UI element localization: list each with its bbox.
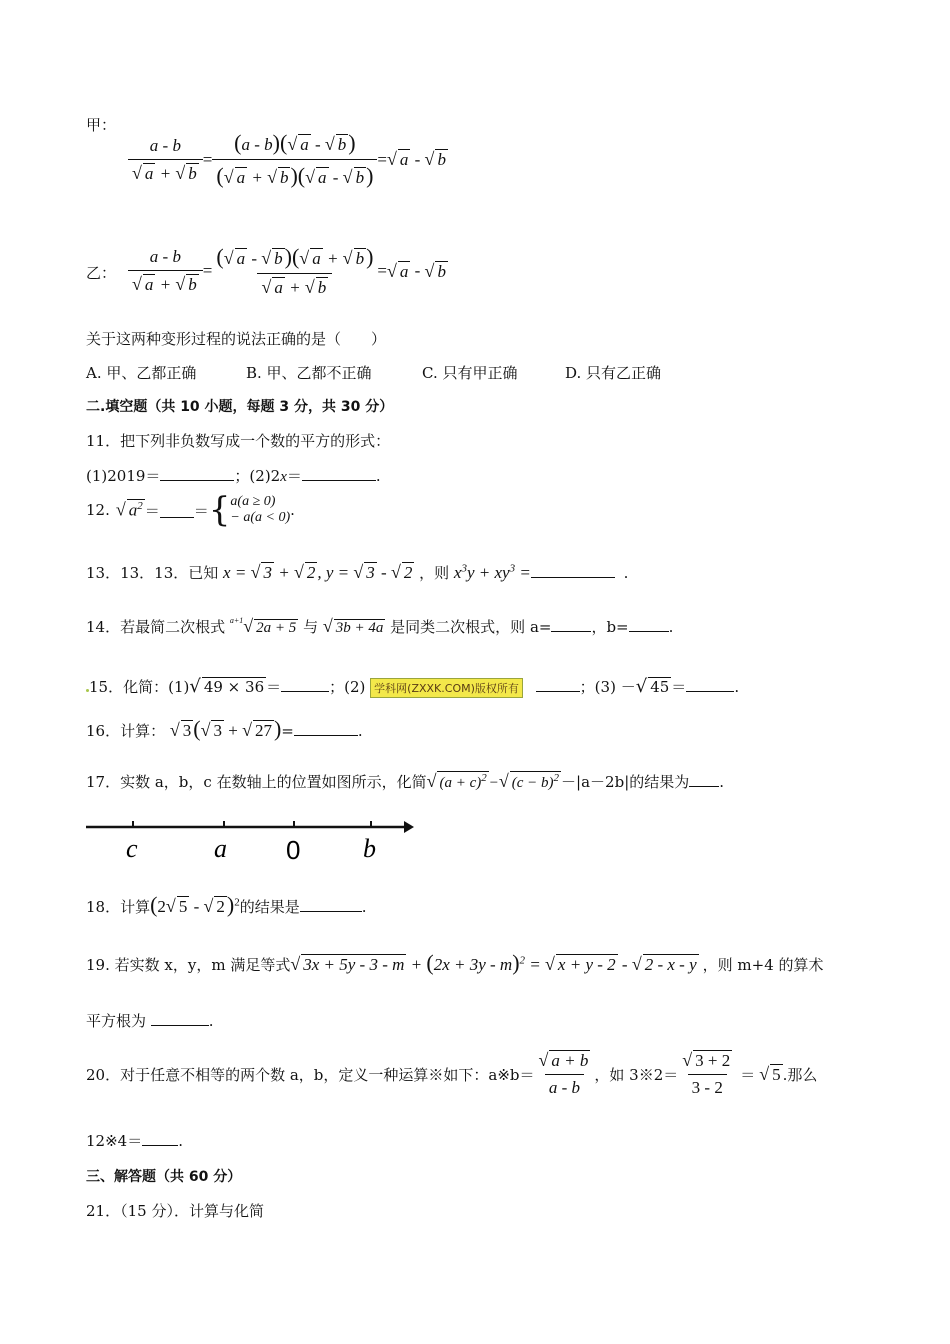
q16-end: . — [357, 722, 363, 740]
q20-num: 20．对于任意不相等的两个数 a，b，定义一种运算※如下：a※b＝ — [86, 1065, 535, 1084]
q11-eq: ＝ — [286, 467, 302, 485]
q10-option-a: A. 甲、乙都正确 — [86, 364, 197, 382]
q10-option-c: C. 只有甲正确 — [422, 364, 518, 382]
answer-blank[interactable] — [686, 677, 734, 692]
number-line — [86, 815, 416, 865]
q19-end: . — [208, 1012, 214, 1030]
q12-eq2: ＝ — [193, 501, 209, 520]
yi-row — [86, 262, 116, 283]
q16-eq: = — [281, 722, 294, 740]
q15-end: . — [734, 678, 740, 696]
q11-end: . — [375, 467, 381, 485]
q19: 19. 若实数 x，y，m 满足等式√ $3x + 5y - 3 - m + (2x + 3y - m)^2$ = √ x + y - 2 - √ 2 - x - y ，则 m+4 的算术 — [86, 950, 824, 975]
fraction: $\frac{(a - b)(√ a - √ b)}{(√ a + √ b)(√ a - √ b)}$ — [212, 130, 377, 189]
q18-num: 18．计算 — [86, 898, 151, 916]
answer-blank[interactable] — [302, 466, 376, 481]
label-c: c — [126, 834, 138, 863]
label-b: b — [363, 834, 376, 863]
answer-blank[interactable] — [142, 1131, 178, 1146]
answer-blank[interactable] — [551, 617, 591, 632]
answer-blank[interactable] — [160, 503, 194, 518]
q15-num: 15．化简：(1) — [89, 678, 190, 696]
q11-part1: (1)2019＝ — [86, 467, 161, 485]
q13-num: 13．13．13．已知 — [86, 564, 219, 582]
q20-end: . — [178, 1132, 183, 1150]
q12-num: 12. — [86, 501, 110, 519]
fraction: $\frac{√ a + b}{a - b}$ — [538, 1050, 589, 1097]
q10-option-b: B. 甲、乙都不正确 — [246, 364, 372, 382]
q18-tail: 的结果是 — [239, 898, 300, 916]
q20: 20．对于任意不相等的两个数 a，b，定义一种运算※如下：a※b＝ $\frac{√ a + b}{a - b}$ ，如 3※2＝ $\frac{√ 3 + 2}{3 - 2}$ ＝ √ 5 .那么 — [86, 1050, 818, 1097]
answer-blank[interactable] — [536, 677, 580, 692]
fraction: $\frac{a - b}{√ a + √ b}$ — [128, 247, 203, 295]
q12-eq: ＝ — [144, 501, 160, 520]
q13: 13．13．13．已知 x = √ 3 + √ 2 , y = √ 3 - √ 2 ，则 $x^3y + xy^3$ = . — [86, 562, 629, 582]
q15-semi1: ；(2) — [329, 678, 366, 696]
q20-mid: ，如 3※2＝ — [594, 1065, 679, 1084]
answer-blank[interactable] — [151, 1011, 209, 1026]
fraction: $\frac{√ 3 + 2}{3 - 2}$ — [682, 1050, 731, 1097]
q19-line2 — [86, 1010, 214, 1031]
q14-end: . — [668, 618, 674, 636]
q18-end: . — [361, 898, 367, 916]
fraction: $\frac{(√ a - √ b)(√ a + √ b)}{√ a + √ b}$ — [216, 244, 374, 297]
q11-sep: ；(2)2 — [234, 467, 281, 485]
q17: 17．实数 a，b，c 在数轴上的位置如图所示，化简√ $(a + c)^2$ −√ $(c - b)^2 -|a-2b|$的结果为 . — [86, 771, 725, 791]
q16: 16．计算： √ 3(√ 3 + √ 27)= . — [86, 716, 363, 741]
q19-tail: ，则 m+4 的算术 — [702, 956, 824, 974]
answer-blank[interactable] — [300, 897, 362, 912]
fraction: $\frac{a - b}{√ a + √ b}$ — [128, 136, 203, 184]
q20-line2 — [86, 1130, 183, 1151]
q19-line2-text: 平方根为 — [86, 1012, 147, 1030]
q16-num: 16．计算： — [86, 722, 166, 740]
q15-semi2: ；(3) — [579, 678, 616, 696]
answer-blank[interactable] — [294, 721, 358, 736]
q21-stem: 21．（15 分）．计算与化简 — [86, 1202, 264, 1220]
q20-tail: .那么 — [782, 1065, 818, 1084]
q20-eq: ＝ — [740, 1065, 756, 1084]
watermark-stamp: 学科网(ZXXK.COM)版权所有 — [370, 678, 523, 698]
answer-blank[interactable] — [531, 563, 615, 578]
q15-eq1: ＝ — [266, 678, 282, 696]
label-a: a — [214, 834, 227, 863]
jia-formula: $\frac{a - b}{√ a + √ b}$ = $\frac{(a - b)(√ a - √ b)}{(√ a + √ b)(√ a - √ b)}$ = √ a - √ b — [128, 130, 448, 189]
q20-line2-text: 12※4＝ — [86, 1132, 143, 1150]
q18: 18．计算(2√ 5 - √ 2)$^2$的结果是 . — [86, 892, 367, 917]
q17-tail: －|a－2b|的结果为 — [561, 773, 690, 791]
yi-formula: $\frac{a - b}{√ a + √ b}$ = $\frac{(√ a - √ b)(√ a + √ b)}{√ a + √ b}$ = √ a - √ b — [128, 244, 448, 298]
q15: 15．化简：(1)√ 49 × 36 ＝ ；(2) 学科网(ZXXK.COM)版权所有 ；(3) －√ 45 ＝ . — [86, 676, 739, 698]
q14-num: 14．若最简二次根式 — [86, 618, 226, 636]
q13-end: . — [623, 564, 629, 582]
label-0: 0 — [286, 835, 301, 865]
q15-eq3: ＝ — [671, 678, 687, 696]
q10-option-d: D. 只有乙正确 — [565, 364, 662, 382]
q10-stem: 关于这两种变形过程的说法正确的是（ ） — [86, 330, 387, 348]
yi-label: 乙： — [86, 264, 117, 282]
q14-mid: 与 — [303, 618, 319, 636]
q12: 12. √ $a^2$ ＝ ＝ { a(a ≥ 0) − a(a < 0) . — [86, 490, 295, 530]
answer-blank[interactable] — [629, 617, 669, 632]
jia-row — [86, 116, 117, 149]
q17-num: 17．实数 a，b，c 在数轴上的位置如图所示，化简 — [86, 773, 427, 791]
q15-minus: － — [620, 678, 636, 696]
q14-b: ，b= — [591, 618, 629, 636]
q11-var: x — [280, 469, 287, 485]
answer-blank[interactable] — [160, 466, 234, 481]
q17-end: . — [719, 773, 725, 791]
answer-blank[interactable] — [281, 677, 329, 692]
q11-parts — [86, 465, 381, 486]
answer-blank[interactable] — [689, 772, 719, 787]
section-title: 二.填空题（共 10 小题，每题 3 分，共 30 分） — [86, 399, 394, 415]
q12-end: . — [290, 501, 295, 519]
q19-num: 19. 若实数 x，y，m 满足等式 — [86, 956, 291, 974]
section-title: 三、解答题（共 60 分） — [86, 1169, 242, 1185]
q13-then: ，则 — [419, 564, 450, 582]
jia-label: 甲： — [86, 116, 117, 134]
q14: 14．若最简二次根式 $^{a+1}$√ 2a + 5 与 √ 3b + 4a 是同类二次根式，则 a= ，b= . — [86, 616, 674, 636]
q11-stem: 11．把下列非负数写成一个数的平方的形式： — [86, 432, 391, 450]
q14-after: 是同类二次根式，则 a= — [390, 618, 552, 636]
